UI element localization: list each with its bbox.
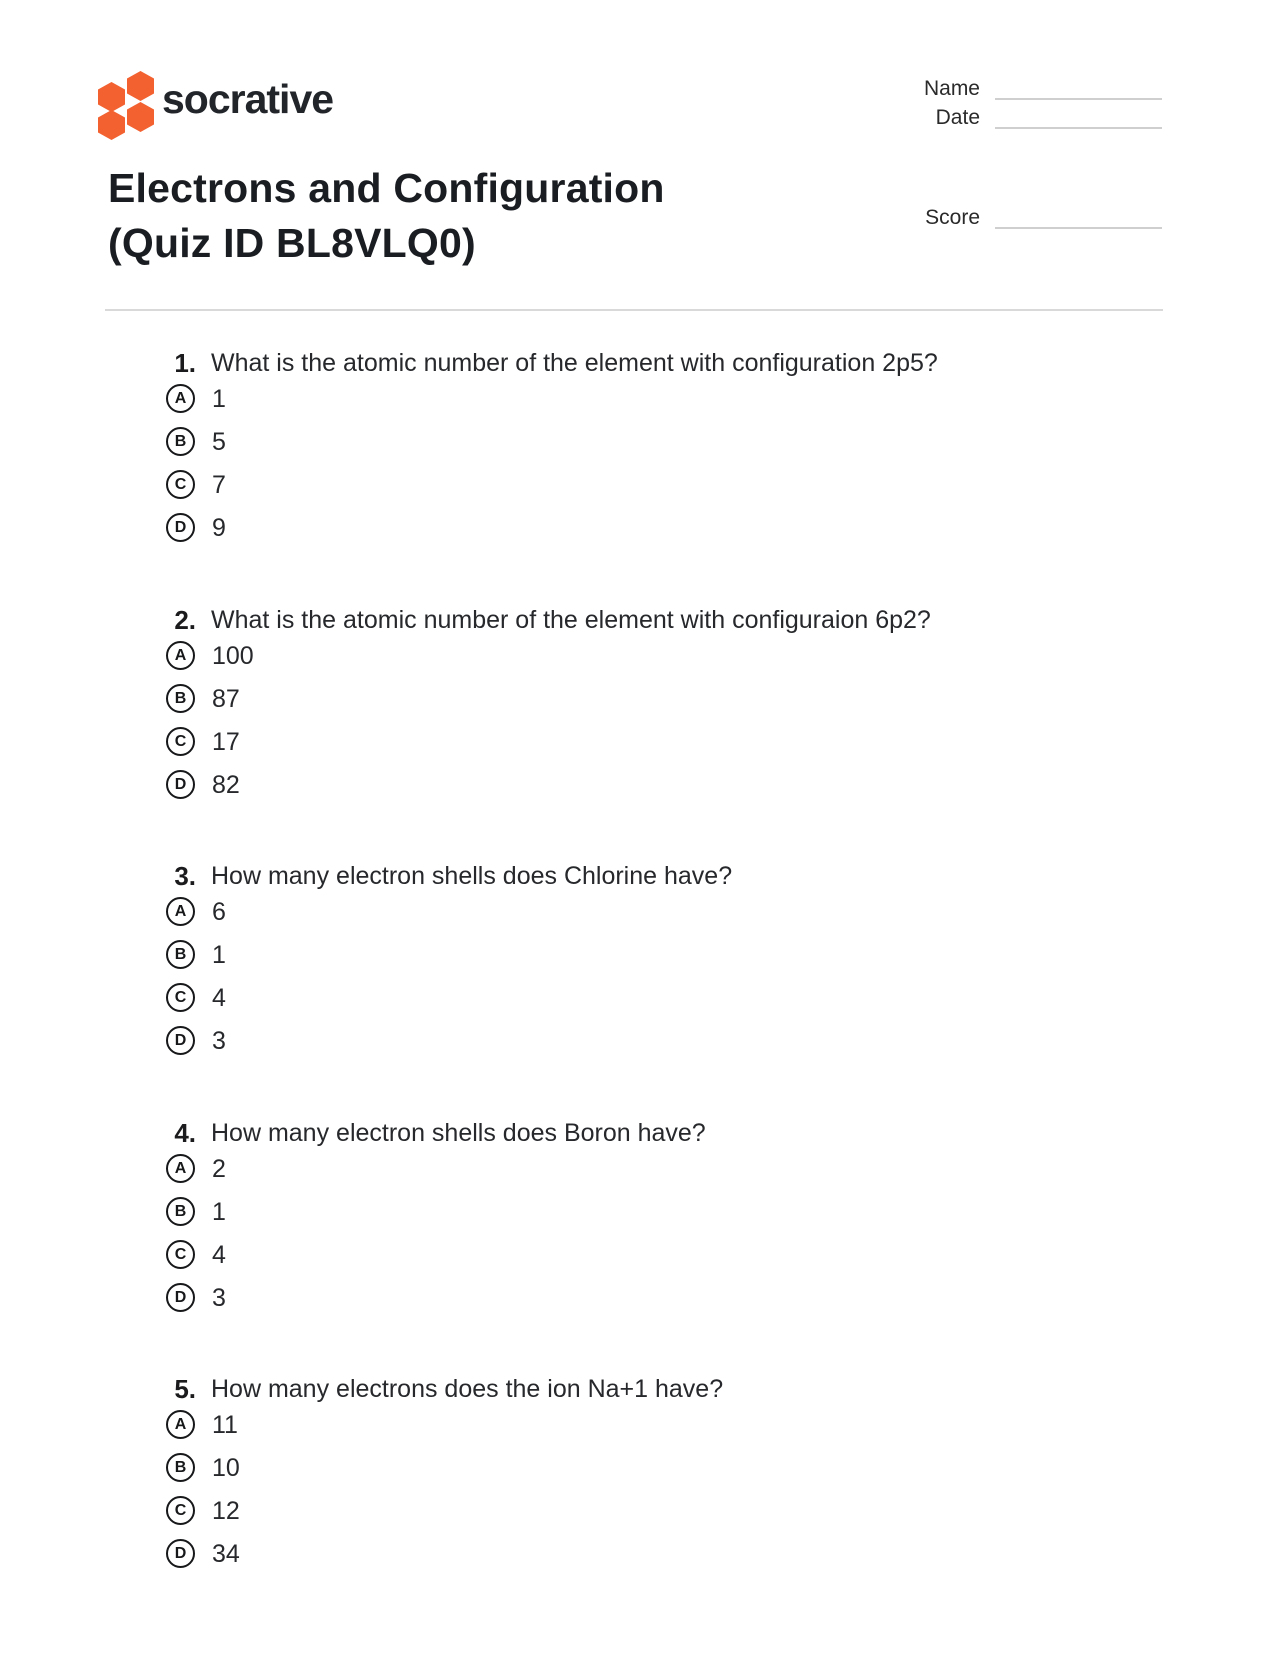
option-letter-bubble[interactable]: A: [166, 384, 195, 413]
option-letter-bubble[interactable]: C: [166, 983, 195, 1012]
option-value: 7: [212, 471, 226, 499]
option-value: 5: [212, 428, 226, 456]
option-value: 34: [212, 1540, 240, 1568]
option-value: 11: [212, 1411, 238, 1439]
option-letter-bubble[interactable]: C: [166, 470, 195, 499]
options: [166, 1410, 1275, 1582]
answer-option[interactable]: [166, 384, 1275, 427]
question-row: [162, 1374, 1275, 1404]
quiz-title-line2: (Quiz ID BL8VLQ0): [108, 220, 476, 266]
option-letter-bubble[interactable]: D: [166, 1539, 195, 1568]
answer-option[interactable]: [166, 983, 1275, 1026]
answer-option[interactable]: [166, 1410, 1275, 1453]
option-letter-bubble[interactable]: C: [166, 1240, 195, 1269]
question-number: 3.: [174, 861, 196, 891]
option-letter-bubble[interactable]: D: [166, 1026, 195, 1055]
option-letter-bubble[interactable]: C: [166, 727, 195, 756]
answer-option[interactable]: [166, 513, 1275, 556]
quiz-title: [108, 161, 868, 271]
question-number: 4.: [174, 1118, 196, 1148]
question: [0, 605, 1275, 813]
brand-wordmark: socrative: [162, 76, 334, 122]
option-value: 4: [212, 1241, 226, 1269]
hexagon-icon: [98, 110, 125, 140]
option-letter-bubble[interactable]: A: [166, 1410, 195, 1439]
option-value: 2: [212, 1155, 226, 1183]
option-letter-bubble[interactable]: B: [166, 427, 195, 456]
answer-option[interactable]: [166, 940, 1275, 983]
hexagon-icon: [98, 82, 125, 112]
option-letter-bubble[interactable]: B: [166, 1453, 195, 1482]
answer-option[interactable]: [166, 1539, 1275, 1582]
question: [0, 1374, 1275, 1582]
option-value: 82: [212, 771, 240, 799]
question-row: [162, 1118, 1275, 1148]
answer-option[interactable]: [166, 1453, 1275, 1496]
socrative-logo: [98, 70, 518, 140]
option-value: 3: [212, 1284, 226, 1312]
score-write-line[interactable]: [995, 207, 1162, 229]
option-letter-bubble[interactable]: B: [166, 940, 195, 969]
question: [0, 348, 1275, 556]
option-value: 9: [212, 514, 226, 542]
option-value: 3: [212, 1027, 226, 1055]
answer-option[interactable]: [166, 1197, 1275, 1240]
options: [166, 897, 1275, 1069]
option-value: 87: [212, 685, 240, 713]
question: [0, 1118, 1275, 1326]
option-value: 6: [212, 898, 226, 926]
option-letter-bubble[interactable]: B: [166, 684, 195, 713]
name-write-line[interactable]: [995, 78, 1162, 100]
answer-option[interactable]: [166, 470, 1275, 513]
options: [166, 641, 1275, 813]
answer-option[interactable]: [166, 1154, 1275, 1197]
name-field-row: [924, 78, 1162, 100]
quiz-title-line1: Electrons and Configuration: [108, 165, 665, 211]
option-value: 12: [212, 1497, 240, 1525]
option-letter-bubble[interactable]: A: [166, 897, 195, 926]
question-row: [162, 605, 1275, 635]
option-letter-bubble[interactable]: C: [166, 1496, 195, 1525]
option-value: 10: [212, 1454, 240, 1482]
score-label: Score: [925, 206, 980, 229]
answer-option[interactable]: [166, 427, 1275, 470]
option-letter-bubble[interactable]: D: [166, 1283, 195, 1312]
question-text: What is the atomic number of the element with configuration 2p5?: [211, 349, 938, 377]
question-text: What is the atomic number of the element with configuraion 6p2?: [211, 606, 931, 634]
option-value: 100: [212, 642, 254, 670]
date-label: Date: [935, 106, 980, 129]
option-value: 1: [212, 941, 226, 969]
question: [0, 861, 1275, 1069]
answer-option[interactable]: [166, 1026, 1275, 1069]
options: [166, 1154, 1275, 1326]
socrative-hexagons-icon: [98, 70, 154, 138]
question-number: 5.: [174, 1374, 196, 1404]
option-value: 1: [212, 1198, 226, 1226]
answer-option[interactable]: [166, 897, 1275, 940]
answer-option[interactable]: [166, 684, 1275, 727]
hexagon-icon: [127, 71, 154, 101]
question-row: [162, 861, 1275, 891]
answer-option[interactable]: [166, 1496, 1275, 1539]
option-letter-bubble[interactable]: A: [166, 1154, 195, 1183]
option-value: 4: [212, 984, 226, 1012]
question-number: 2.: [174, 605, 196, 635]
answer-option[interactable]: [166, 641, 1275, 684]
option-letter-bubble[interactable]: D: [166, 770, 195, 799]
answer-option[interactable]: [166, 770, 1275, 813]
question-number: 1.: [174, 348, 196, 378]
option-letter-bubble[interactable]: A: [166, 641, 195, 670]
answer-option[interactable]: [166, 727, 1275, 770]
question-row: [162, 348, 1275, 378]
question-text: How many electron shells does Chlorine have?: [211, 862, 733, 890]
date-field-row: [936, 107, 1162, 129]
score-field-row: [925, 207, 1162, 229]
option-value: 1: [212, 385, 226, 413]
hexagon-icon: [127, 102, 154, 132]
question-text: How many electrons does the ion Na+1 have?: [211, 1375, 724, 1403]
question-text: How many electron shells does Boron have?: [211, 1119, 706, 1147]
options: [166, 384, 1275, 556]
option-letter-bubble[interactable]: B: [166, 1197, 195, 1226]
option-value: 17: [212, 728, 240, 756]
option-letter-bubble[interactable]: D: [166, 513, 195, 542]
date-write-line[interactable]: [995, 107, 1162, 129]
name-label: Name: [923, 77, 980, 100]
header-divider: [105, 309, 1163, 311]
answer-option[interactable]: [166, 1240, 1275, 1283]
answer-option[interactable]: [166, 1283, 1275, 1326]
